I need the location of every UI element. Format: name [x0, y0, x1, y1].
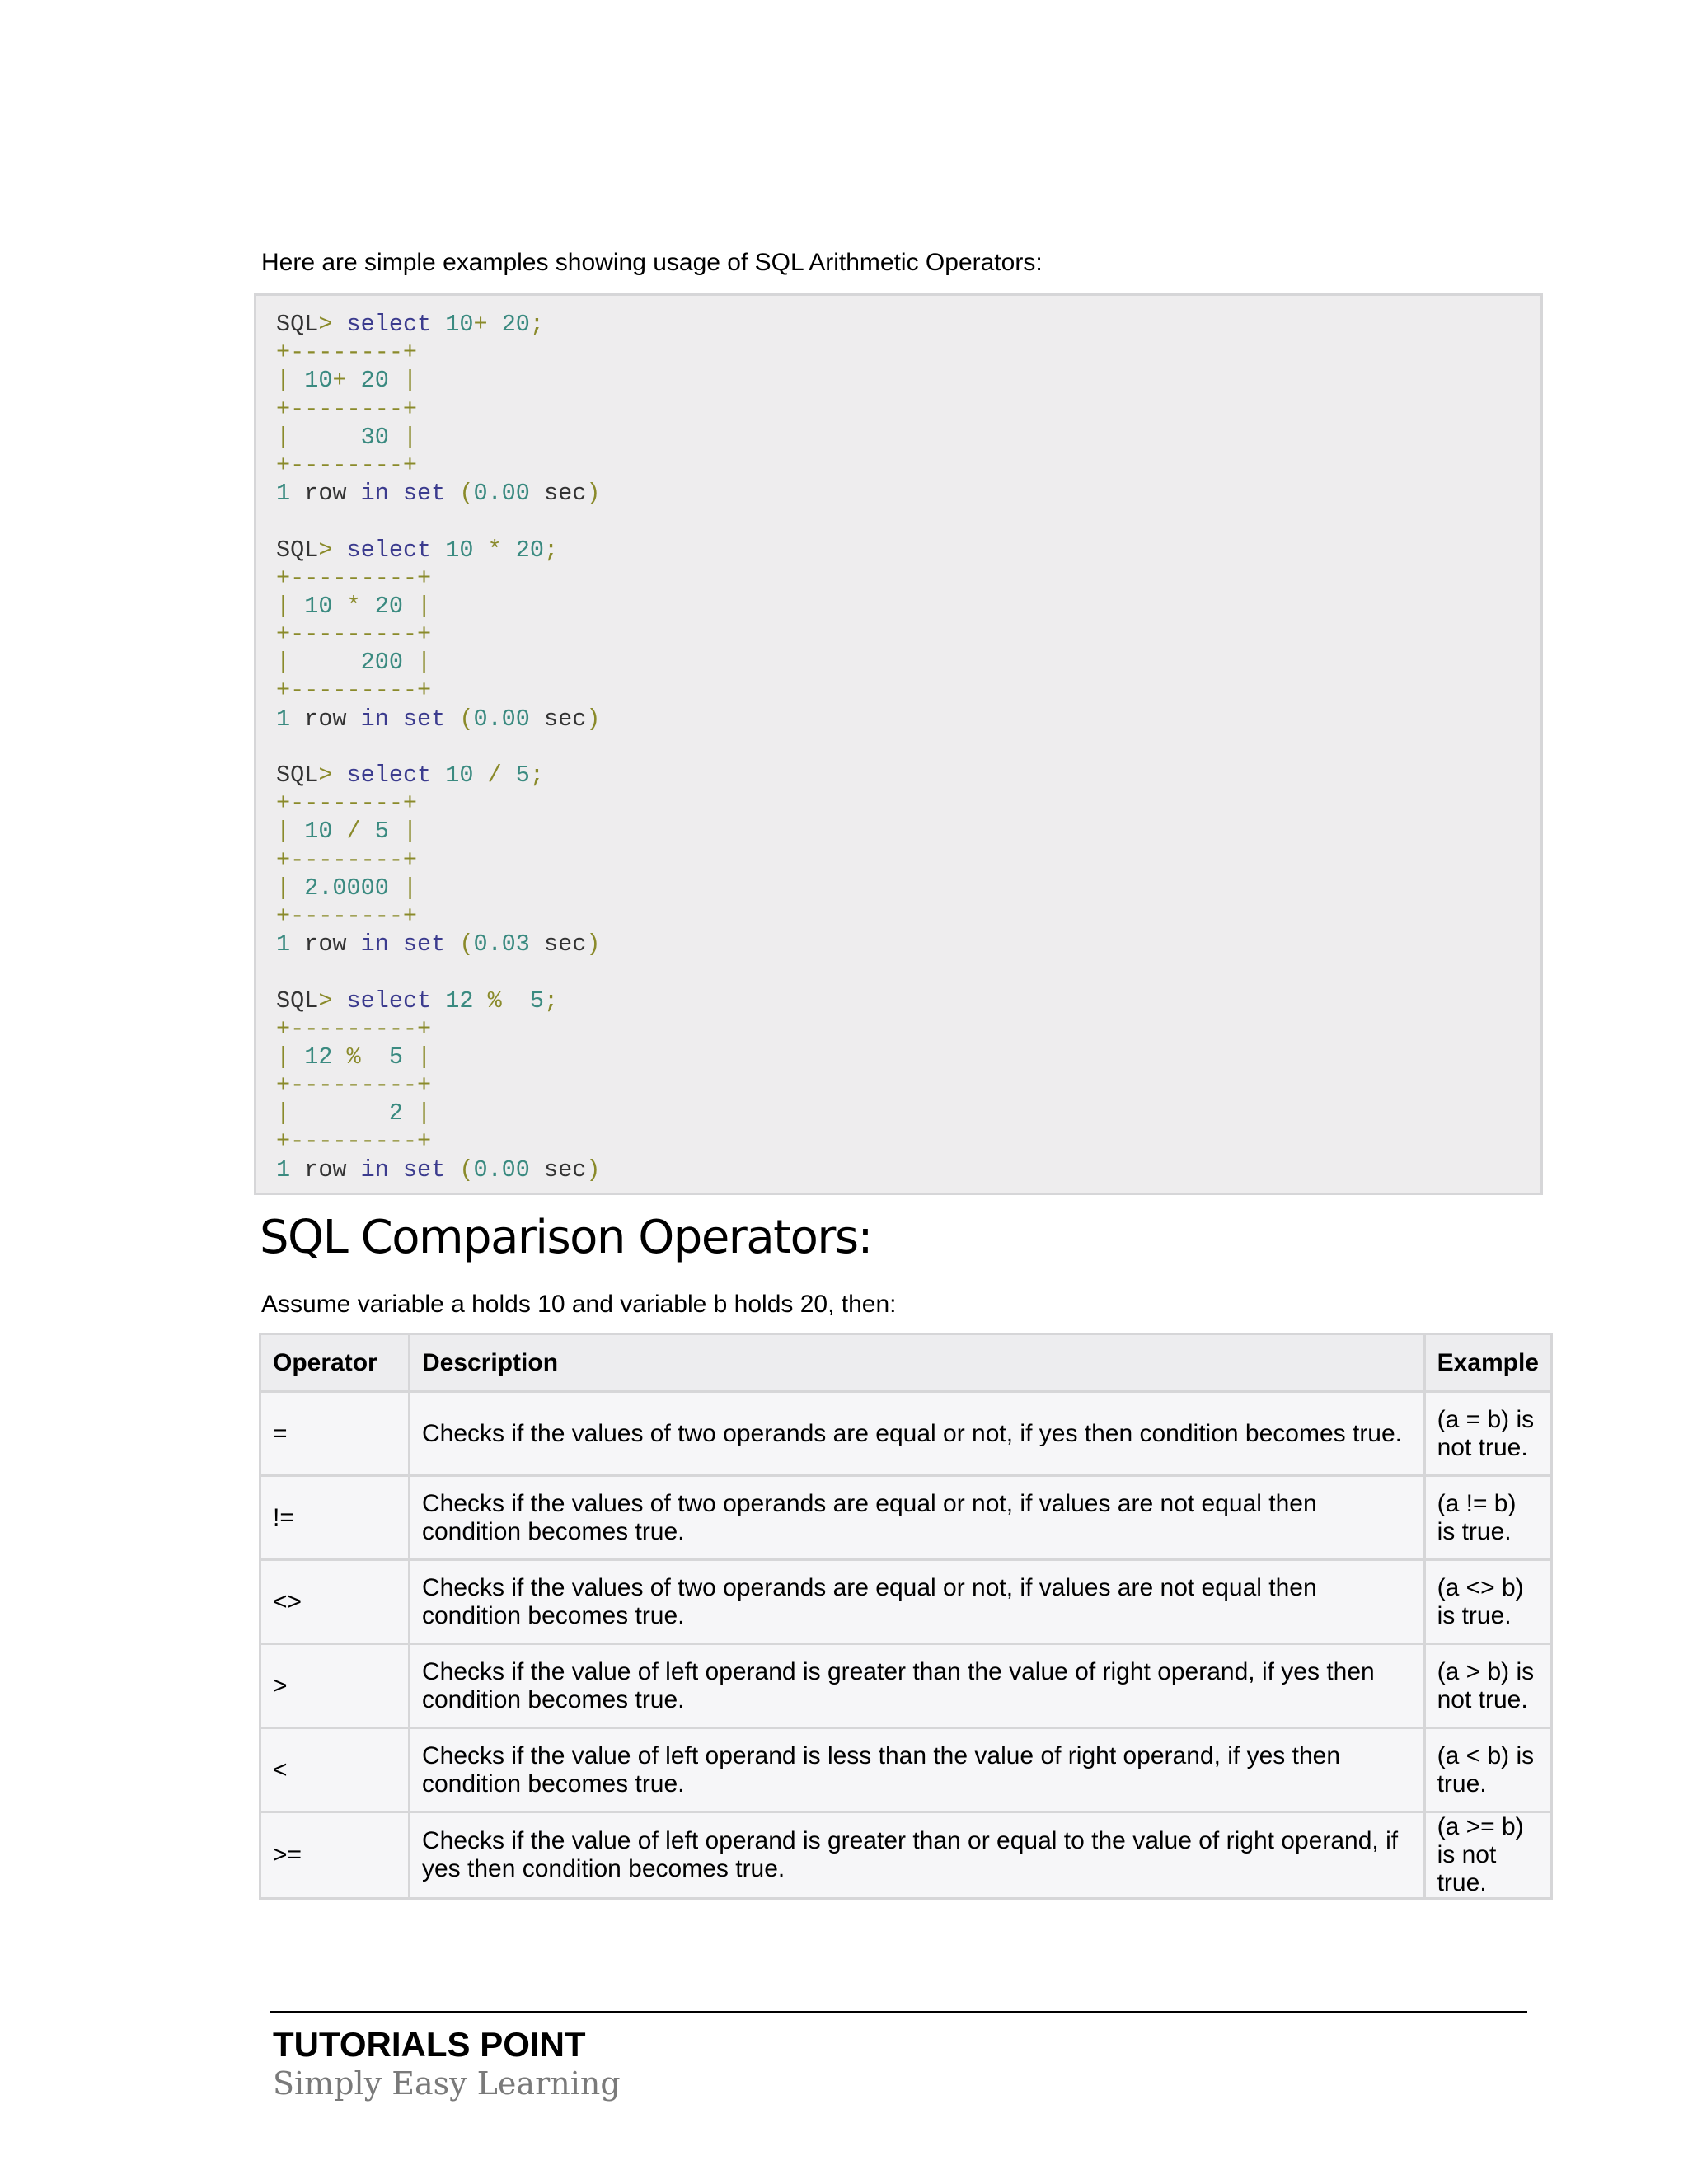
code-token: +---------+ [276, 1015, 432, 1043]
example-cell: (a <> b) is true. [1424, 1560, 1551, 1644]
code-token: / [473, 762, 516, 789]
code-token: SQL [276, 762, 319, 789]
code-line [276, 1015, 1521, 1043]
code-token: * [332, 592, 375, 620]
code-token: +--------+ [276, 790, 418, 818]
code-line [276, 311, 1521, 339]
code-token: ( [445, 1155, 474, 1183]
operator-cell: < [260, 1728, 410, 1812]
table-row [260, 1476, 1552, 1560]
code-token: 10 [445, 762, 474, 789]
code-line [276, 987, 1521, 1015]
code-token: 1 [276, 480, 291, 508]
description-cell: Checks if the value of left operand is greater than or equal to the value of right operand, if yes then condition becomes true. [410, 1812, 1425, 1899]
code-line [276, 902, 1521, 930]
code-line [276, 452, 1521, 480]
code-line [276, 846, 1521, 874]
code-token: sec [529, 480, 587, 508]
code-token: | [402, 1099, 432, 1127]
description-cell: Checks if the value of left operand is less than the value of right operand, if yes then condition becomes true. [410, 1728, 1425, 1812]
code-token: select [346, 987, 446, 1015]
code-token: ; [544, 987, 559, 1015]
operator-cell: <> [260, 1560, 410, 1644]
code-token: +---------+ [276, 564, 432, 592]
operator-cell: != [260, 1476, 410, 1560]
code-token: row [290, 930, 361, 958]
code-line [276, 1071, 1521, 1099]
code-line [276, 480, 1521, 508]
code-token: 12 [304, 1043, 333, 1071]
code-block [276, 537, 1521, 733]
code-token: > [318, 536, 347, 564]
code-token: +---------+ [276, 677, 432, 705]
code-token: | [276, 423, 361, 451]
code-line [276, 762, 1521, 790]
operator-cell: = [260, 1392, 410, 1476]
code-token: +--------+ [276, 339, 418, 367]
table-row [260, 1644, 1552, 1728]
code-token: ) [586, 705, 601, 733]
code-token: ( [445, 930, 474, 958]
code-token: | [276, 874, 305, 902]
code-token: ; [529, 762, 545, 789]
footer-tagline: Simply Easy Learning [273, 2065, 621, 2102]
code-token: | [402, 649, 432, 677]
code-token: in set [360, 480, 446, 508]
code-line [276, 1127, 1521, 1155]
example-cell: (a >= b) is not true. [1424, 1812, 1551, 1899]
code-token: | [276, 592, 305, 620]
code-token: in set [360, 705, 446, 733]
code-token: | [388, 818, 418, 846]
code-token: + [473, 311, 502, 338]
intro-text: Here are simple examples showing usage of SQL Arithmetic Operators: [261, 249, 1043, 276]
table-row [260, 1812, 1552, 1899]
code-token: > [318, 311, 347, 338]
code-token: | [402, 1043, 432, 1071]
example-cell: (a < b) is true. [1424, 1728, 1551, 1812]
code-token: % [332, 1043, 389, 1071]
code-token: ; [529, 311, 545, 338]
code-token: in set [360, 1155, 446, 1183]
code-line [276, 565, 1521, 593]
code-token: ) [586, 1155, 601, 1183]
code-token: 2 [388, 1099, 403, 1127]
code-token: 10 [304, 367, 333, 395]
code-token: +--------+ [276, 902, 418, 930]
code-line [276, 705, 1521, 733]
header-example: Example [1424, 1334, 1551, 1392]
code-token: sec [529, 930, 587, 958]
code-line [276, 621, 1521, 649]
code-token: SQL [276, 311, 319, 338]
code-token: | [276, 367, 305, 395]
code-token: % [473, 987, 530, 1015]
code-line [276, 790, 1521, 818]
code-token: in set [360, 930, 446, 958]
code-token: +--------+ [276, 846, 418, 874]
description-cell: Checks if the values of two operands are equal or not, if yes then condition becomes true. [410, 1392, 1425, 1476]
header-description: Description [410, 1334, 1425, 1392]
code-block [276, 311, 1521, 508]
code-line [276, 367, 1521, 395]
code-block [276, 762, 1521, 958]
code-token: | [276, 818, 305, 846]
code-token: +---------+ [276, 1071, 432, 1099]
code-token: 1 [276, 1155, 291, 1183]
code-token: 0.00 [473, 1155, 530, 1183]
operator-cell: >= [260, 1812, 410, 1899]
code-token: 2.0000 [304, 874, 389, 902]
code-token: ; [544, 536, 559, 564]
code-token: 10 [304, 818, 333, 846]
code-token: 10 [445, 536, 474, 564]
code-line [276, 1156, 1521, 1184]
code-line [276, 649, 1521, 677]
code-token: +---------+ [276, 621, 432, 649]
code-token: 5 [388, 1043, 403, 1071]
code-token: > [318, 762, 347, 789]
code-line [276, 424, 1521, 452]
operator-cell: > [260, 1644, 410, 1728]
code-line [276, 537, 1521, 565]
code-token: 5 [529, 987, 545, 1015]
code-example-box [254, 293, 1543, 1195]
example-cell: (a = b) is not true. [1424, 1392, 1551, 1476]
code-token: | [388, 423, 418, 451]
code-token: row [290, 480, 361, 508]
code-token: sec [529, 705, 587, 733]
code-token: ) [586, 930, 601, 958]
code-token: | [402, 592, 432, 620]
code-token: | [276, 1043, 305, 1071]
code-token: 20 [360, 367, 389, 395]
code-token: | [388, 367, 418, 395]
code-token: 20 [501, 311, 530, 338]
code-token: > [318, 987, 347, 1015]
code-token: select [346, 762, 446, 789]
code-line [276, 818, 1521, 846]
footer-brand: TUTORIALS POINT [273, 2025, 586, 2064]
code-token: + [332, 367, 361, 395]
code-token: 20 [374, 592, 403, 620]
code-token: | [276, 1099, 389, 1127]
code-token: +---------+ [276, 1127, 432, 1155]
code-token: 20 [515, 536, 545, 564]
code-line [276, 1043, 1521, 1071]
code-token: 10 [304, 592, 333, 620]
code-token: 5 [515, 762, 530, 789]
code-token: 1 [276, 705, 291, 733]
code-token: row [290, 705, 361, 733]
code-token: SQL [276, 987, 319, 1015]
comparison-operators-table [259, 1333, 1553, 1900]
code-token: / [332, 818, 375, 846]
code-line [276, 930, 1521, 958]
code-token: | [388, 874, 418, 902]
code-token: 1 [276, 930, 291, 958]
code-line [276, 593, 1521, 621]
code-token: select [346, 536, 446, 564]
description-cell: Checks if the value of left operand is greater than the value of right operand, if yes then condition becomes true. [410, 1644, 1425, 1728]
code-token: 0.03 [473, 930, 530, 958]
code-token: SQL [276, 536, 319, 564]
code-token: +--------+ [276, 395, 418, 423]
description-cell: Checks if the values of two operands are equal or not, if values are not equal then condition becomes true. [410, 1476, 1425, 1560]
code-token: | [276, 649, 361, 677]
example-cell: (a != b) is true. [1424, 1476, 1551, 1560]
footer-divider [270, 2011, 1527, 2013]
header-operator: Operator [260, 1334, 410, 1392]
code-token: 5 [374, 818, 389, 846]
code-line [276, 339, 1521, 367]
table-row [260, 1560, 1552, 1644]
section-heading: SQL Comparison Operators: [260, 1211, 872, 1264]
code-line [276, 677, 1521, 705]
section-subtitle: Assume variable a holds 10 and variable b holds 20, then: [261, 1291, 897, 1318]
code-block [276, 987, 1521, 1184]
table-row [260, 1392, 1552, 1476]
code-token: sec [529, 1155, 587, 1183]
code-line [276, 396, 1521, 424]
code-token: select [346, 311, 446, 338]
example-cell: (a > b) is not true. [1424, 1644, 1551, 1728]
code-token: ) [586, 480, 601, 508]
code-line [276, 874, 1521, 902]
table-header-row [260, 1334, 1552, 1392]
code-token: 0.00 [473, 480, 530, 508]
code-token: 12 [445, 987, 474, 1015]
code-token: * [473, 536, 516, 564]
code-token: 0.00 [473, 705, 530, 733]
code-token: 30 [360, 423, 389, 451]
description-cell: Checks if the values of two operands are equal or not, if values are not equal then condition becomes true. [410, 1560, 1425, 1644]
code-token: ( [445, 705, 474, 733]
code-line [276, 1099, 1521, 1127]
code-token: ( [445, 480, 474, 508]
code-token: +--------+ [276, 451, 418, 479]
code-token: 10 [445, 311, 474, 338]
code-token: row [290, 1155, 361, 1183]
code-token: 200 [360, 649, 403, 677]
table-row [260, 1728, 1552, 1812]
